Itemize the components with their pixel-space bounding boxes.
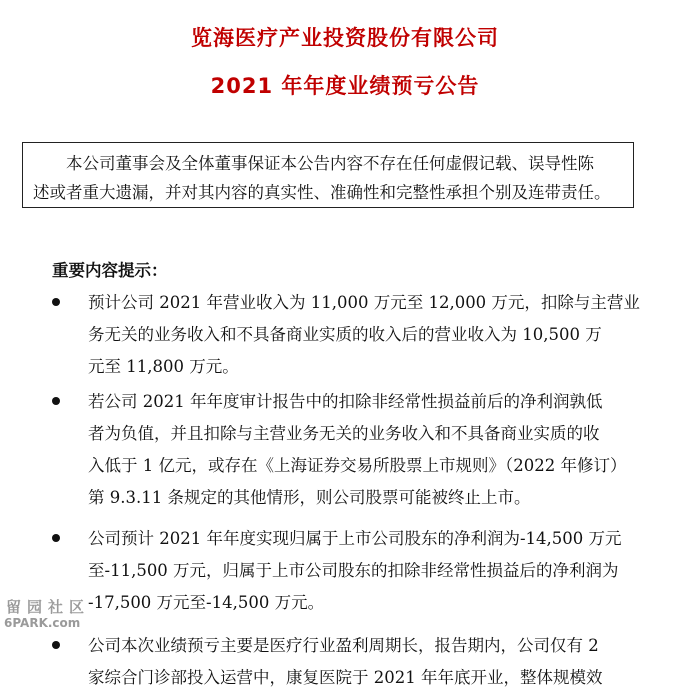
bullet-icon	[52, 397, 60, 405]
site-watermark	[0, 596, 96, 632]
item-line: 若公司 2021 年年度审计报告中的扣除非经常性损益前后的净利润孰低	[88, 392, 603, 411]
item-line: 务无关的业务收入和不具备商业实质的收入后的营业收入为 10,500 万	[88, 325, 602, 344]
bullet-icon	[52, 534, 60, 542]
item-line: 公司预计 2021 年年度实现归属于上市公司股东的净利润为-14,500 万元	[88, 529, 622, 548]
item-line: 入低于 1 亿元，或存在《上海证券交易所股票上市规则》（2022 年修订）	[88, 456, 627, 475]
disclaimer-line-2: 述或者重大遗漏，并对其内容的真实性、准确性和完整性承担个别及连带责任。	[33, 183, 611, 202]
report-title: 2021 年年度业绩预亏公告	[210, 74, 480, 98]
item-line: 公司本次业绩预亏主要是医疗行业盈利周期长，报告期内，公司仅有 2	[88, 636, 599, 655]
disclaimer-line-1: 本公司董事会及全体董事保证本公告内容不存在任何虚假记载、误导性陈	[66, 154, 594, 173]
company-title: 览海医疗产业投资股份有限公司	[191, 26, 499, 50]
item-line: 第 9.3.11 条规定的其他情形，则公司股票可能被终止上市。	[88, 488, 531, 507]
bullet-icon	[52, 298, 60, 306]
item-line: 预计公司 2021 年营业收入为 11,000 万元至 12,000 万元，扣除与主营业	[88, 293, 640, 312]
watermark-site: 6PARK.com	[4, 616, 81, 630]
item-line: 者为负值，并且扣除与主营业务无关的业务收入和不具备商业实质的收	[88, 424, 600, 443]
watermark-chinese: 留园社区	[6, 598, 91, 616]
section-heading: 重要内容提示：	[52, 261, 168, 280]
item-line: -17,500 万元至-14,500 万元。	[88, 593, 325, 612]
disclaimer-box	[22, 142, 634, 208]
item-line: 元至 11,800 万元。	[88, 357, 239, 376]
bullet-icon	[52, 641, 60, 649]
item-line: 至-11,500 万元，归属于上市公司股东的扣除非经常性损益后的净利润为	[88, 561, 619, 580]
item-line: 家综合门诊部投入运营中，康复医院于 2021 年年底开业，整体规模效	[88, 668, 603, 687]
